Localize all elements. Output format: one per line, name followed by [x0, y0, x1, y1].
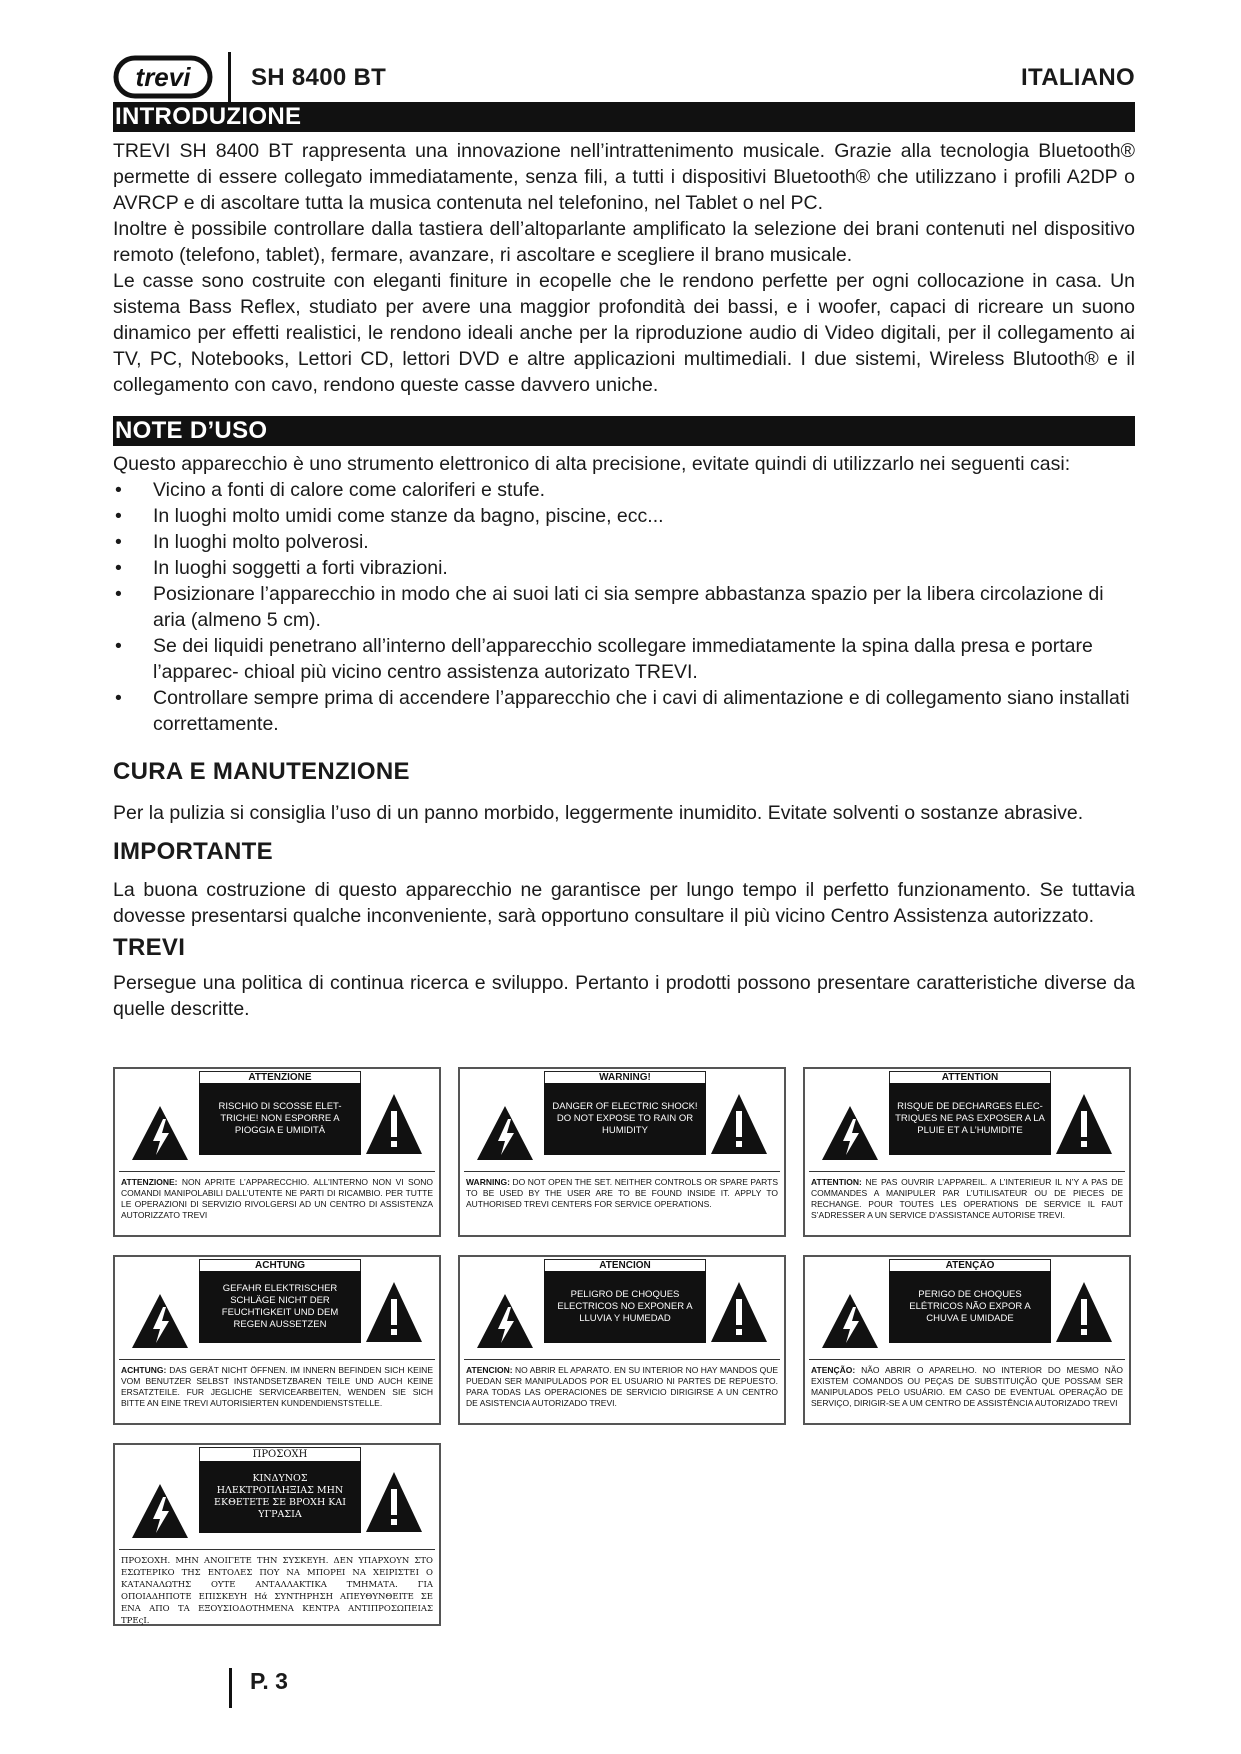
warning-description	[121, 1555, 433, 1627]
warning-box-gr	[113, 1443, 441, 1626]
warning-banner: PELIGRO DE CHOQUES ELECTRICOS NO EXPONER A LLUVIA Y HUMEDAD	[544, 1271, 706, 1343]
trevi-logo	[113, 52, 213, 102]
exclamation-warning-icon	[363, 1469, 425, 1535]
warning-text: NÃO ABRIR O APARELHO. NO INTERIOR DO MESMO NÃO EXISTEM COMANDOS OU PEÇAS DE SUBSTITUIÇÃO QUE POSSAM SER MANIPULADOS PELO USUÁRIO. EM CASO DE EVENTUAL OPERAÇÃO DE SERVIÇO, DIRIGIR-SE A UM CENTRO DE ASSISTÊNCIA AUTORIZADO TREVI	[811, 1365, 1123, 1408]
electric-shock-warning-icon	[474, 1291, 536, 1351]
electric-shock-warning-icon	[129, 1481, 191, 1541]
list-item: • In luoghi molto polverosi.	[113, 529, 1135, 555]
warning-text: NO ABRIR EL APARATO. EN SU INTERIOR NO HAY MANDOS QUE PUEDAN SER MANIPULADOS POR EL USUARIO NI PARTES DE REPUESTO. PARA TODAS LAS OPERACIONES DE SERVICIO DIRIGIRSE A UN CENTRO DE ASISTENCIA AUTORIZADO TREVI.	[466, 1365, 778, 1408]
warning-description	[121, 1365, 433, 1409]
warning-label: WARNING:	[466, 1177, 510, 1187]
intro-paragraph: Inoltre è possibile controllare dalla tastiera dell’altoparlante amplificato la selezione dei brani contenuti nel dispositivo remoto (telefono, tablet), fermare, avanzare, ri ascoltare e scegliere il brano musicale.	[113, 218, 1135, 266]
divider	[464, 1171, 780, 1172]
warning-text: NON APRITE L’APPARECCHIO. ALL’INTERNO NON VI SONO COMANDI MANIPOLABILI DALL’UTENTE NE PARTI DI RICAMBIO. PER TUTTE LE OPERAZIONI DI SERVIZIO RIVOLGERSI AD UN CENTRO DI ASSISTENZA AUTORIZZATO TREVI	[121, 1177, 433, 1220]
warning-text: NE PAS OUVRIR L’APPAREIL. A L’INTERIEUR IL N’Y A PAS DE COMMANDES A MANIPULER PAR L’UTILISATEUR OU DE PIECES DE RECHANGE. POUR TOUTES LES OPERATIONS DE SERVICE IL FAUT S’ADRESSER A UN SERVICE D’ASSISTANCE AUTORISE TREVI.	[811, 1177, 1123, 1220]
exclamation-warning-icon	[1053, 1279, 1115, 1345]
warning-title: ΠΡΟΣΟΧΗ	[199, 1447, 361, 1462]
warning-text: DAS GERÄT NICHT ÖFFNEN. IM INNERN BEFINDEN SICH KEINE VOM BENUTZER SELBST INSTANDSETZBAREN TEILE UND AUCH KEINE ERSATZTEILE. FUR JEGLICHE SERVICEARBEITEN, WENDEN SIE SICH BITTE AN EINE TREVI AUTORISIERTEN KUNDENDIENSTSTELLE.	[121, 1365, 433, 1408]
divider	[809, 1171, 1125, 1172]
warning-banner: ΚΙΝΔΥΝΟΣ ΗΛΕΚΤΡΟΠΛΗΞΙΑΣ ΜΗΝ ΕΚΘΕΤΕΤΕ ΣΕ ΒΡΟΧΗ ΚΑΙ ΥΓΡΑΣΙΑ	[199, 1461, 361, 1533]
usage-heading: NOTE D’USO	[113, 416, 1135, 446]
list-item: • Controllare sempre prima di accendere l’apparecchio che i cavi di alimentazione e di collegamento siano installati correttamente.	[113, 685, 1135, 737]
list-item: • Posizionare l’apparecchio in modo che ai suoi lati ci sia sempre abbastanza spazio per la libera circolazione di aria (almeno 5 cm).	[113, 581, 1135, 633]
warning-description	[811, 1365, 1123, 1409]
page-number: P. 3	[250, 1668, 288, 1694]
warning-title: ATENCION	[544, 1259, 706, 1272]
list-item: • Se dei liquidi penetrano all’interno dell’apparecchio scollegare immediatamente la spina dalla presa e portare l’apparec- chioal più vicino centro assistenza autorizato TREVI.	[113, 633, 1135, 685]
warning-description	[466, 1177, 778, 1210]
warning-banner: RISCHIO DI SCOSSE ELET- TRICHE! NON ESPORRE A PIOGGIA E UMIDITÀ	[199, 1083, 361, 1155]
divider	[119, 1359, 435, 1360]
warning-text: ΠΡΟΣΟΧΗ. ΜΗΝ ΑΝΟΙΓΕΤΕ ΤΗΝ ΣΥΣΚΕΥΗ. ΔΕΝ ΥΠΑΡΧΟΥΝ ΣΤΟ ΕΣΩΤΕΡΙΚΟ ΤΗΣ ΕΝΤΟΛΕΣ ΠΟΥ ΝΑ ΜΠΟΡΕΙ ΝΑ ΧΕΙΡΙΣΤΕΙ Ο ΚΑΤΑΝΑΛΩΤΗΣ ΟΥΤΕ ΑΝΤΑΛΛΑΚΤΙΚΑ ΤΜΗΜΑΤΑ. ΓΙΑ ΟΠΟΙΑΔΗΠΟΤΕ ΕΠΙΣΚΕΥΗ Ηά ΣΥΝΤΗΡΗΣΗ ΑΠΕΥΘΥΝΘΕΙΤΕ ΣΕ ΕΝΑ ΑΠΟ ΤΑ ΕΞΟΥΣΙΟΔΟΤΗΜΕΝΑ ΚΕΝΤΡΑ ΑΝΤΙΠΡΟΣΩΠΕΙΑΣ ΤΡΕςΙ.	[121, 1556, 433, 1626]
intro-paragraph: Le casse sono costruite con eleganti finiture in ecopelle che le rendono perfette per ogni collocazione in casa. Un sistema Bass Reflex, studiato per avere una maggior profondità dei bassi, e i woofer, capaci di ricreare un suono dinamico per effetti realistici, le rendono ideali anche per la riproduzione audio di Video digitali, per il collegamento ai TV, PC, Notebooks, Lettori CD, lettori DVD e altre applicazioni multimediali. I due sistemi, Wireless Blutooth® e il collegamento con cavo, rendono queste casse davvero uniche.	[113, 270, 1135, 396]
warning-text: DO NOT OPEN THE SET. NEITHER CONTROLS OR SPARE PARTS TO BE USED BY THE USER ARE TO BE FOUND INSIDE IT. APPLY TO AUTHORISED TREVI CENTERS FOR SERVICE OPERATIONS.	[466, 1177, 778, 1209]
model-name: SH 8400 BT	[251, 64, 387, 91]
trevi-heading: TREVI	[113, 934, 186, 961]
warning-box-fr	[803, 1067, 1131, 1237]
warning-label: ATTENTION:	[811, 1177, 862, 1187]
warning-title: WARNING!	[544, 1071, 706, 1084]
exclamation-warning-icon	[1053, 1091, 1115, 1157]
intro-paragraph: TREVI SH 8400 BT rappresenta una innovazione nell’intrattenimento musicale. Grazie alla tecnologia Bluetooth® permette di essere collegato immediatamente, senza fili, a tutti i dispositivi Bluetooth® che utilizzano i profili A2DP o AVRCP e di ascoltare tutta la musica contenuta nel telefonino, nel Tablet o nel PC.	[113, 140, 1135, 214]
divider	[809, 1359, 1125, 1360]
footer-separator	[229, 1668, 232, 1708]
exclamation-warning-icon	[708, 1091, 770, 1157]
warning-banner: PERIGO DE CHOQUES ELÉTRICOS NÃO EXPOR A CHUVA E UMIDADE	[889, 1271, 1051, 1343]
warning-title: ATTENTION	[889, 1071, 1051, 1084]
warning-box-pt	[803, 1255, 1131, 1425]
care-heading: CURA E MANUTENZIONE	[113, 758, 410, 785]
electric-shock-warning-icon	[129, 1291, 191, 1351]
warning-box-en	[458, 1067, 786, 1237]
divider	[464, 1359, 780, 1360]
divider	[119, 1549, 435, 1550]
warning-box-es	[458, 1255, 786, 1425]
warning-title: ACHTUNG	[199, 1259, 361, 1272]
warning-box-it	[113, 1067, 441, 1237]
warning-description	[811, 1177, 1123, 1221]
warning-title: ATENÇÃO	[889, 1259, 1051, 1272]
warning-title: ATTENZIONE	[199, 1071, 361, 1084]
exclamation-warning-icon	[708, 1279, 770, 1345]
exclamation-warning-icon	[363, 1091, 425, 1157]
warning-description	[121, 1177, 433, 1221]
warning-banner: RISQUE DE DECHARGES ELEC- TRIQUES NE PAS EXPOSER A LA PLUIE ET A L’HUMIDITE	[889, 1083, 1051, 1155]
page-header	[113, 52, 1135, 102]
list-item: • In luoghi molto umidi come stanze da bagno, piscine, ecc...	[113, 503, 1135, 529]
important-text: La buona costruzione di questo apparecchio ne garantisce per lungo tempo il perfetto funzionamento. Se tuttavia dovesse presentarsi qualche inconveniente, sarà opportuno consultare il più vicino Centro Assistenza autorizzato.	[113, 879, 1135, 927]
important-heading: IMPORTANTE	[113, 838, 273, 865]
electric-shock-warning-icon	[819, 1103, 881, 1163]
electric-shock-warning-icon	[819, 1291, 881, 1351]
usage-intro: Questo apparecchio è uno strumento elettronico di alta precisione, evitate quindi di utilizzarlo nei seguenti casi:	[113, 453, 1071, 475]
language-label: ITALIANO	[1021, 64, 1135, 91]
header-separator	[228, 52, 231, 102]
list-item: • Vicino a fonti di calore come caloriferi e stufe.	[113, 477, 1135, 503]
list-item: • In luoghi soggetti a forti vibrazioni.	[113, 555, 1135, 581]
care-text: Per la pulizia si consiglia l’uso di un panno morbido, leggermente inumidito. Evitate solventi o sostanze abrasive.	[113, 802, 1084, 824]
electric-shock-warning-icon	[474, 1103, 536, 1163]
warning-banner: DANGER OF ELECTRIC SHOCK! DO NOT EXPOSE TO RAIN OR HUMIDITY	[544, 1083, 706, 1155]
warning-label: ACHTUNG:	[121, 1365, 167, 1375]
svg-text:trevi: trevi	[135, 62, 191, 92]
warning-label: ATENCION:	[466, 1365, 513, 1375]
exclamation-warning-icon	[363, 1279, 425, 1345]
trevi-text: Persegue una politica di continua ricerca e sviluppo. Pertanto i prodotti possono presentare caratteristiche diverse da quelle descritte.	[113, 972, 1135, 1020]
intro-heading: INTRODUZIONE	[113, 102, 1135, 132]
usage-list	[113, 477, 1135, 737]
warning-box-de	[113, 1255, 441, 1425]
warning-banner: GEFAHR ELEKTRISCHER SCHLÄGE NICHT DER FEUCHTIGKEIT UND DEM REGEN AUSSETZEN	[199, 1271, 361, 1343]
intro-text	[113, 138, 1135, 398]
warning-label: ATENÇÃO:	[811, 1365, 856, 1375]
electric-shock-warning-icon	[129, 1103, 191, 1163]
warning-description	[466, 1365, 778, 1409]
divider	[119, 1171, 435, 1172]
warning-label: ATTENZIONE:	[121, 1177, 178, 1187]
